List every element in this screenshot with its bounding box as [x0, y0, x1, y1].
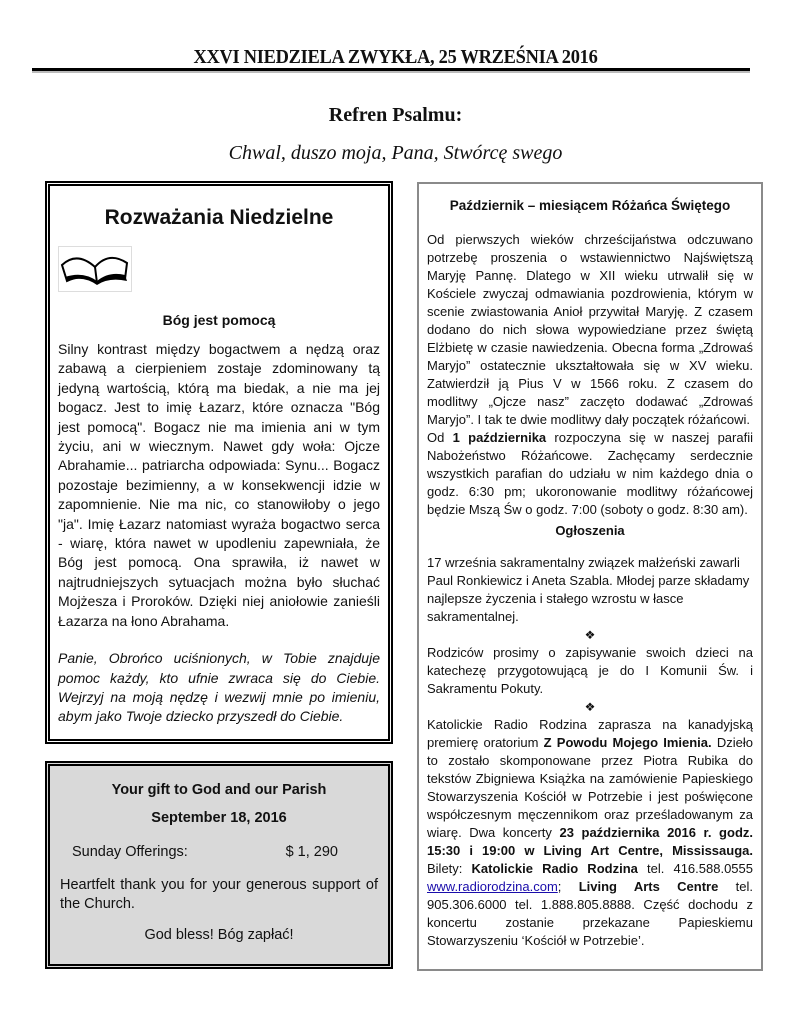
psalm-refrain-text: Chwal, duszo moja, Pana, Stwórcę swego — [228, 142, 563, 164]
radio-name: Katolickie Radio Rodzina — [471, 861, 638, 876]
bulletin-title: XXVI NIEDZIELA ZWYKŁA, 25 WRZEŚNIA 2016 — [193, 46, 598, 68]
announcement-oratorio — [427, 716, 753, 950]
gift-blessing: God bless! Bóg zapłać! — [144, 926, 294, 943]
offerings-row — [60, 844, 378, 860]
text: Katolickie Radio Rodzina zaprasza na kanadyjską premierę oratorium — [427, 717, 753, 750]
radio-website-link[interactable]: www.radiorodzina.com — [427, 879, 558, 894]
rosary-history: Od pierwszych wieków chrześcijaństwa odczuwano potrzebę proszenia o wstawiennictwo Najświętszą Maryję Pannę. Dlatego w XII wieku utrwalił się w Kościele zwyczaj odmawiania pozdrowienia, którym w scenie zwiastowania Anioł przywitał Maryję. Z czasem dodano do nich słowa wypowiedziane przez świętą Elżbietę w czasie nawiedzenia. Obecna forma „Zdrowaś Maryjo” ostatecznie ukształtowała się w XV wieku. Zatwierdził ją Pius V w 1566 roku. Z czasem do modlitwy „Ojcze nasz” zaczęto dodawać „Zdrowaś Maryjo”. I tak te dwie modlitwy dały początek różańcowi. — [427, 232, 753, 427]
reflections-title: Rozważania Niedzielne — [104, 206, 334, 229]
parish-gift-box — [45, 761, 393, 969]
concert-details: 23 października 2016 r. godz. 15:30 i 19:00 w Living Art Centre, Mississauga. — [427, 825, 753, 858]
text: Od — [427, 430, 453, 445]
gift-thanks: Heartfelt thank you for your generous support of the Church. — [60, 877, 378, 913]
psalm-refrain-label: Refren Psalmu: — [328, 104, 463, 126]
reflection-prayer: Panie, Obrońco uciśnionych, w Tobie znajduje pomoc każdy, kto ufnie zwraca się do Ciebie. Wejrzyj na moją nędzę i wezwij mnie po imieniu, abym jako Twoje dziecko przyszedł do Ciebie. — [58, 650, 380, 725]
diamond-separator-icon: ❖ — [584, 628, 596, 642]
oratorio-title: Z Powodu Mojego Imienia. — [543, 735, 712, 750]
rosary-schedule — [427, 429, 753, 519]
announcements-title: Ogłoszenia — [555, 523, 625, 538]
offerings-value: $ 1, 290 — [285, 844, 338, 860]
venue-name: Living Arts Centre — [578, 879, 719, 894]
text: tel. 905.306.6000 tel. 1.888.805.8888. Część dochodu z koncertu zostanie przekazane Papieskiemu Stowarzyszeniu ‘Kościół w Potrzebie’. — [427, 879, 753, 948]
text: Dzieło to zostało skomponowane przez Piotra Rubika do tekstów Zbigniewa Książka na zamówienie Papieskiego Stowarzyszenia Kościół w Potrzebie i jest poświęcone współczesnym męczennikom oraz prześladowanym za wiarę. Dwa koncerty — [427, 735, 753, 840]
open-book-icon — [58, 246, 132, 292]
sunday-reflections-box — [45, 181, 393, 744]
reflection-body: Silny kontrast między bogactwem a nędzą oraz zabawą a cierpieniem zostaje zdominowany tą jedyną wartością, którą ma biedak, a nie ma jej bogacz. Jest to imię Łazarz, które oznacza "Bóg jest pomocą". Bogacz nie ma imienia ani w tym życiu, ani w wiecznym. Nawet gdy woła: Ojcze Abrahamie... patriarcha odpowiada: Synu... Bogacz pozostaje bezimienny, a w konsekwencji idzie w zapomnienie. Nie ma nic, co stanowiłoby o jego "ja". Imię Łazarz natomiast wyraża bogactwo serca - wiarę, która nawet w upodleniu zapewniała, że Bóg jest pomocą. Ona sprawiła, iż nawet w najtrudniejszych sytuacjach można było słuchać Mojżesza i Proroków. Dzięki niej aniołowie zanieśli Łazarza na łono Abrahama. — [58, 341, 380, 629]
text: tel. 416.588.0555 — [637, 861, 753, 876]
date-highlight: 1 października — [452, 430, 547, 445]
announcement-wedding: 17 września sakramentalny związek małżeński zawarli Paul Ronkiewicz i Aneta Szabla. Młodej parze składamy najlepsze życzenia i stałego wzrostu w łasce sakramentalnej. — [427, 555, 750, 624]
rosary-month-box — [417, 182, 763, 971]
diamond-separator-icon: ❖ — [584, 700, 596, 714]
gift-title: Your gift to God and our Parish — [111, 782, 327, 798]
gift-date: September 18, 2016 — [151, 810, 287, 826]
rosary-title: Październik – miesiącem Różańca Świętego — [449, 198, 731, 213]
text: rozpoczyna się w naszej parafii Nabożeństwo Różańcowe. Zachęcamy serdecznie wszystkich parafian do udziału w nim każdego dnia o godz. 6:30 pm; ukoronowanie modlitwy różańcowej będzie Mszą Św o godz. 7:00 (soboty o godz. 8:30 am). — [427, 430, 753, 517]
text: Bilety: — [427, 861, 472, 876]
announcement-catechesis: Rodziców prosimy o zapisywanie swoich dzieci na katechezę przygotowującą je do I Komunii Św. i Sakramentu Pokuty. — [427, 645, 753, 696]
reflection-subtitle: Bóg jest pomocą — [162, 312, 276, 328]
text: ; — [557, 879, 579, 894]
offerings-label: Sunday Offerings: — [72, 844, 188, 860]
title-divider — [32, 68, 750, 71]
